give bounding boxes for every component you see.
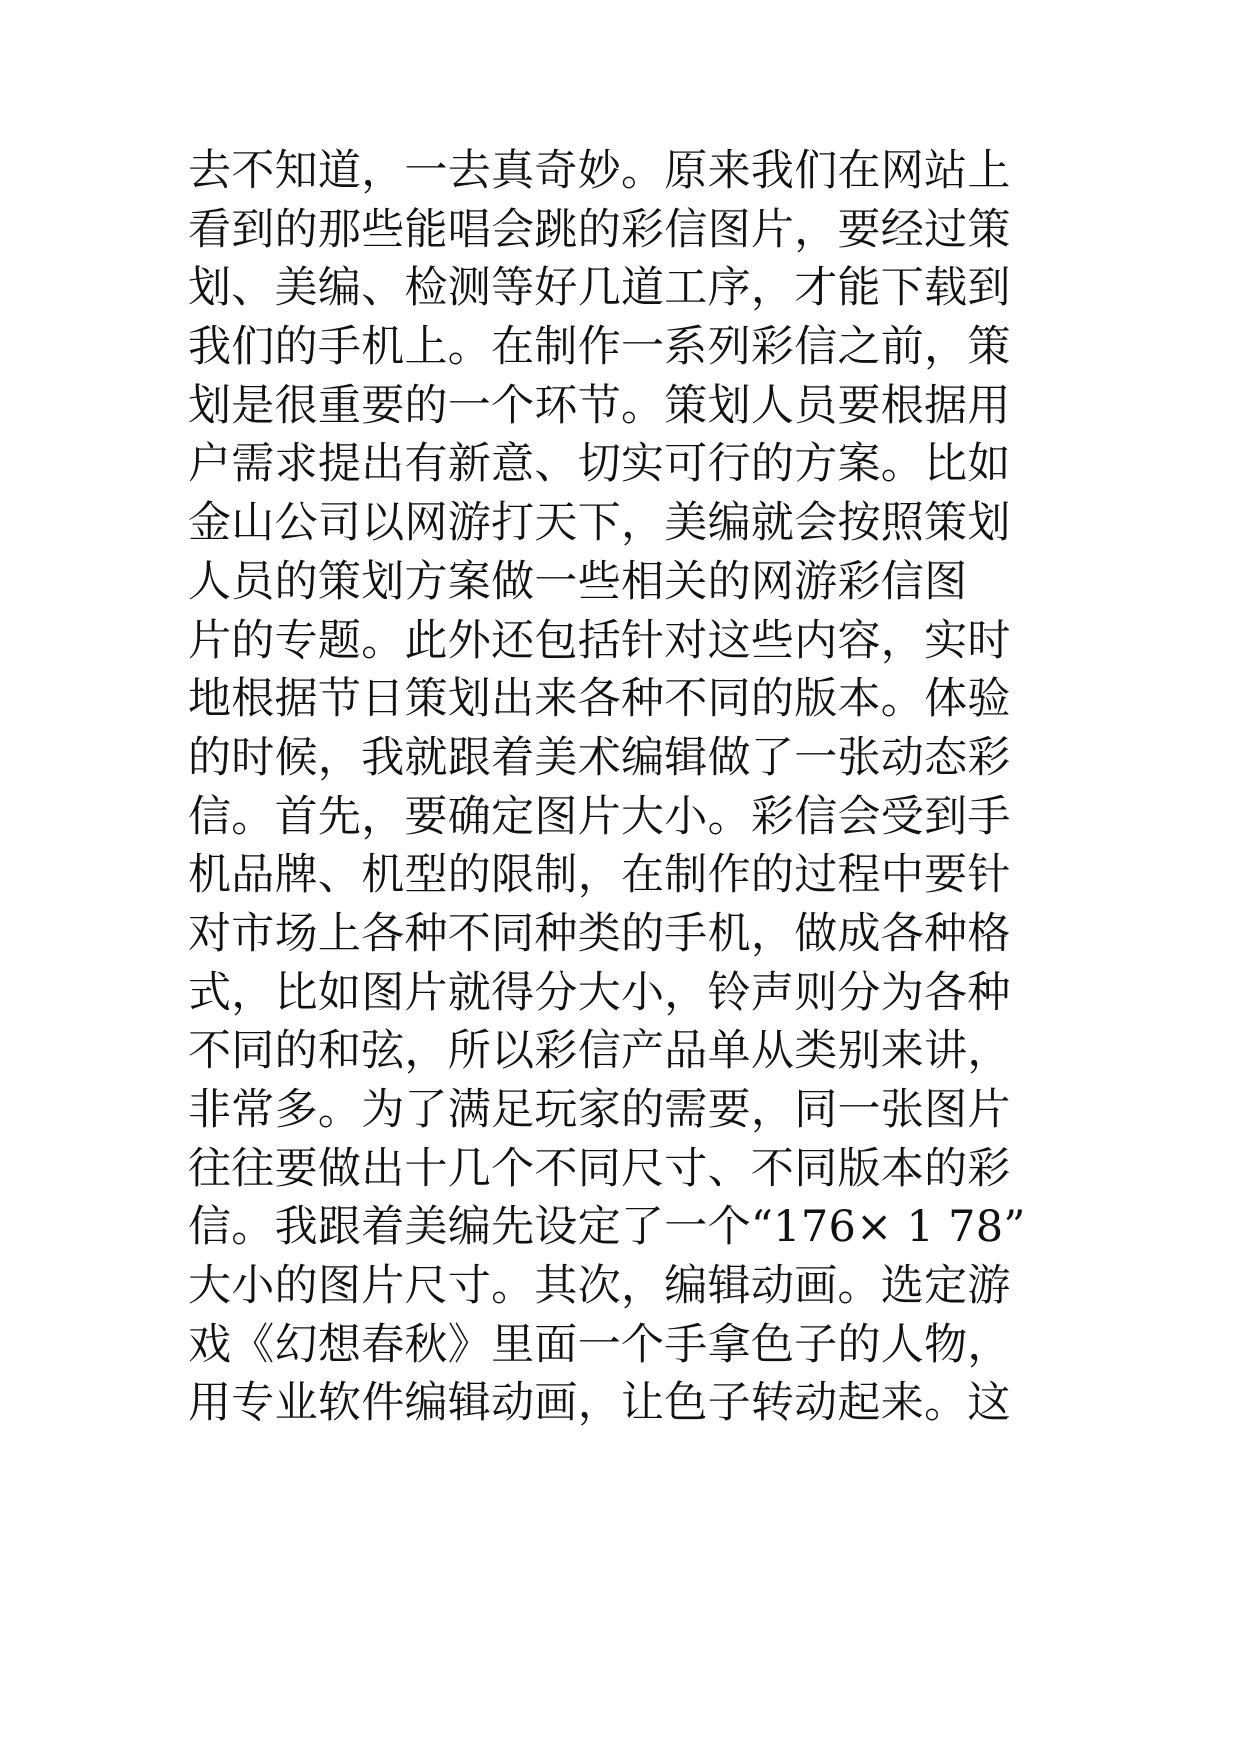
text-line: 的时候，我就跟着美术编辑做了一张动态彩 (188, 732, 1011, 783)
text-line: 戏《幻想春秋》里面一个手拿色子的人物， (188, 1319, 1011, 1370)
text-line: 金山公司以网游打天下，美编就会按照策划 (188, 498, 1011, 549)
text-line: 去不知道，一去真奇妙。原来我们在网站上 (188, 146, 1011, 196)
text-line: 信。首先，要确定图片大小。彩信会受到手 (188, 791, 1011, 842)
text-line: 人员的策划方案做一些相关的网游彩信图 (188, 556, 968, 607)
text-line: 不同的和弦，所以彩信产品单从类别来讲， (188, 1026, 1011, 1077)
text-line: 地根据节日策划出来各种不同的版本。体验 (188, 674, 1011, 725)
text-line: 往往要做出十几个不同尺寸、不同版本的彩 (188, 1143, 1011, 1194)
text-line: 我们的手机上。在制作一系列彩信之前，策 (188, 322, 1011, 373)
text-line: 划是很重要的一个环节。策划人员要根据用 (188, 380, 1011, 431)
text-line: 大小的图片尺寸。其次，编辑动画。选定游 (188, 1261, 1011, 1312)
text-line: 看到的那些能唱会跳的彩信图片，要经过策 (188, 204, 1011, 255)
text-line: 式，比如图片就得分大小，铃声则分为各种 (188, 967, 1011, 1018)
text-line: 信。我跟着美编先设定了一个“176× 1 78” (188, 1202, 1026, 1253)
text-line: 机品牌、机型的限制，在制作的过程中要针 (188, 850, 1011, 901)
text-line: 对市场上各种不同种类的手机，做成各种格 (188, 908, 1011, 959)
text-line: 用专业软件编辑动画，让色子转动起来。这 (188, 1378, 1011, 1429)
text-line: 片的专题。此外还包括针对这些内容，实时 (188, 615, 1011, 666)
text-line: 非常多。为了满足玩家的需要，同一张图片 (188, 1085, 1011, 1135)
body-text (188, 142, 1188, 1433)
text-line: 户需求提出有新意、切实可行的方案。比如 (188, 439, 1011, 490)
text-line: 划、美编、检测等好几道工序，才能下载到 (188, 263, 1011, 314)
